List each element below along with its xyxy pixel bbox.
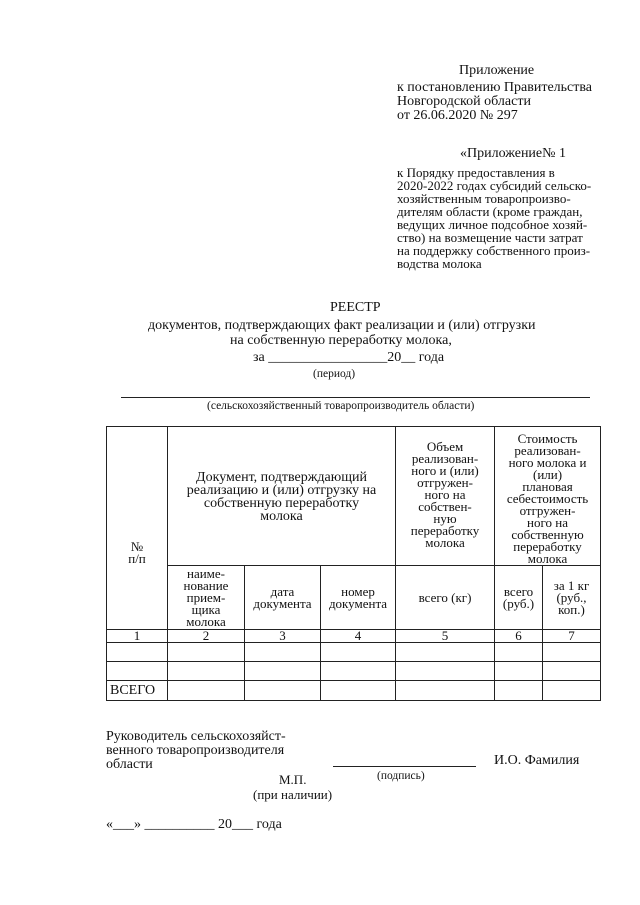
col-volume-header-text: Объем реализован- ного и (или) отгружен- ного на собствен- ную переработку молока [410, 439, 480, 550]
producer-underline [121, 397, 590, 398]
appendix2-line-5: ведущих личное подсобное хозяй- [397, 217, 588, 232]
sub-header-date-text: дата документа [253, 583, 312, 611]
sub-header-name [168, 566, 245, 630]
col-num-header [107, 427, 168, 630]
empty-cell [168, 662, 245, 681]
appendix-line-3: от 26.06.2020 № 297 [397, 108, 518, 123]
total-row [107, 681, 601, 701]
col-number-4: 4 [321, 630, 396, 643]
appendix2-line-1: к Порядку предоставления в [397, 165, 555, 180]
appendix2-line-4: дителям области (кроме граждан, [397, 204, 583, 219]
head-title-line-2: венного товаропроизводителя [106, 743, 285, 758]
appendix2-line-7: на поддержку собственного произ- [397, 243, 591, 258]
date-line: «___» __________ 20___ года [106, 817, 282, 832]
sub-header-per-kg-text: за 1 кг (руб., коп.) [553, 577, 590, 617]
sub-header-docnum-text: номер документа [328, 583, 388, 611]
signature-caption: (подпись) [377, 770, 425, 782]
registry-subtitle-1: документов, подтверждающих факт реализации и (или) отгрузки [148, 318, 536, 333]
sub-header-per-kg [543, 566, 601, 630]
stamp-note: (при наличии) [253, 787, 333, 802]
col-number-5: 5 [396, 630, 495, 643]
registry-table [106, 426, 601, 701]
signer-name: И.О. Фамилия [494, 753, 580, 768]
sub-header-docnum [321, 566, 396, 630]
empty-cell [495, 662, 543, 681]
col-cost-header [495, 427, 601, 566]
column-numbers-row [107, 630, 601, 643]
empty-cell [107, 643, 168, 662]
appendix-line-2: Новгородской области [397, 94, 531, 109]
col-doc-header [168, 427, 396, 566]
appendix2-line-2: 2020-2022 годах субсидий сельско- [397, 178, 592, 193]
appendix2-line-3: хозяйственным товаропроизво- [397, 191, 571, 206]
empty-cell [107, 662, 168, 681]
table-row [107, 662, 601, 681]
empty-cell [396, 681, 495, 701]
appendix-line-1: к постановлению Правительства [397, 80, 593, 95]
sub-header-total-kg [396, 566, 495, 630]
appendix2-line-6: ство) на возмещение части затрат [397, 230, 583, 245]
total-label: ВСЕГО [107, 681, 168, 701]
empty-cell [168, 681, 245, 701]
col-volume-header [396, 427, 495, 566]
col-doc-header-text: Документ, подтверждающий реализацию и (или) отгрузку на собственную переработку молока [186, 470, 377, 524]
period-caption: (период) [313, 368, 356, 380]
col-number-7: 7 [543, 630, 601, 643]
empty-cell [396, 643, 495, 662]
empty-cell [321, 643, 396, 662]
appendix2-title: «Приложение№ 1 [460, 146, 566, 161]
head-title-line-1: Руководитель сельскохозяйст- [106, 729, 286, 744]
sub-header-total-rub-text: всего (руб.) [502, 583, 535, 611]
empty-cell [321, 662, 396, 681]
col-number-1: 1 [107, 630, 168, 643]
empty-cell [543, 681, 601, 701]
signature-line [333, 766, 476, 767]
empty-cell [543, 662, 601, 681]
empty-cell [543, 643, 601, 662]
col-number-3: 3 [245, 630, 321, 643]
table-row [107, 643, 601, 662]
appendix2-line-8: водства молока [397, 256, 482, 271]
stamp-label: М.П. [279, 772, 307, 787]
registry-subtitle-2: на собственную переработку молока, [230, 333, 452, 348]
empty-cell [245, 643, 321, 662]
col-number-6: 6 [495, 630, 543, 643]
appendix-title: Приложение [459, 63, 535, 78]
col-cost-header-text: Стоимость реализован- ного молока и (или) плановая себестоимость отгружен- ного на собственную переработку молока [506, 431, 589, 566]
period-line: за _________________20__ года [253, 350, 445, 365]
col-number-2: 2 [168, 630, 245, 643]
sub-header-total-rub [495, 566, 543, 630]
empty-cell [495, 681, 543, 701]
sub-header-total-kg-text: всего (кг) [418, 589, 472, 605]
sub-header-name-text: наиме- нование прием- щика молока [183, 565, 229, 629]
col-num-header-text: № п/п [128, 539, 146, 566]
empty-cell [245, 681, 321, 701]
producer-caption: (сельскохозяйственный товаропроизводитель области) [207, 400, 475, 412]
empty-cell [168, 643, 245, 662]
empty-cell [245, 662, 321, 681]
registry-title: РЕЕСТР [330, 300, 381, 315]
empty-cell [495, 643, 543, 662]
head-title-line-3: области [106, 757, 153, 772]
empty-cell [321, 681, 396, 701]
sub-header-date [245, 566, 321, 630]
empty-cell [396, 662, 495, 681]
